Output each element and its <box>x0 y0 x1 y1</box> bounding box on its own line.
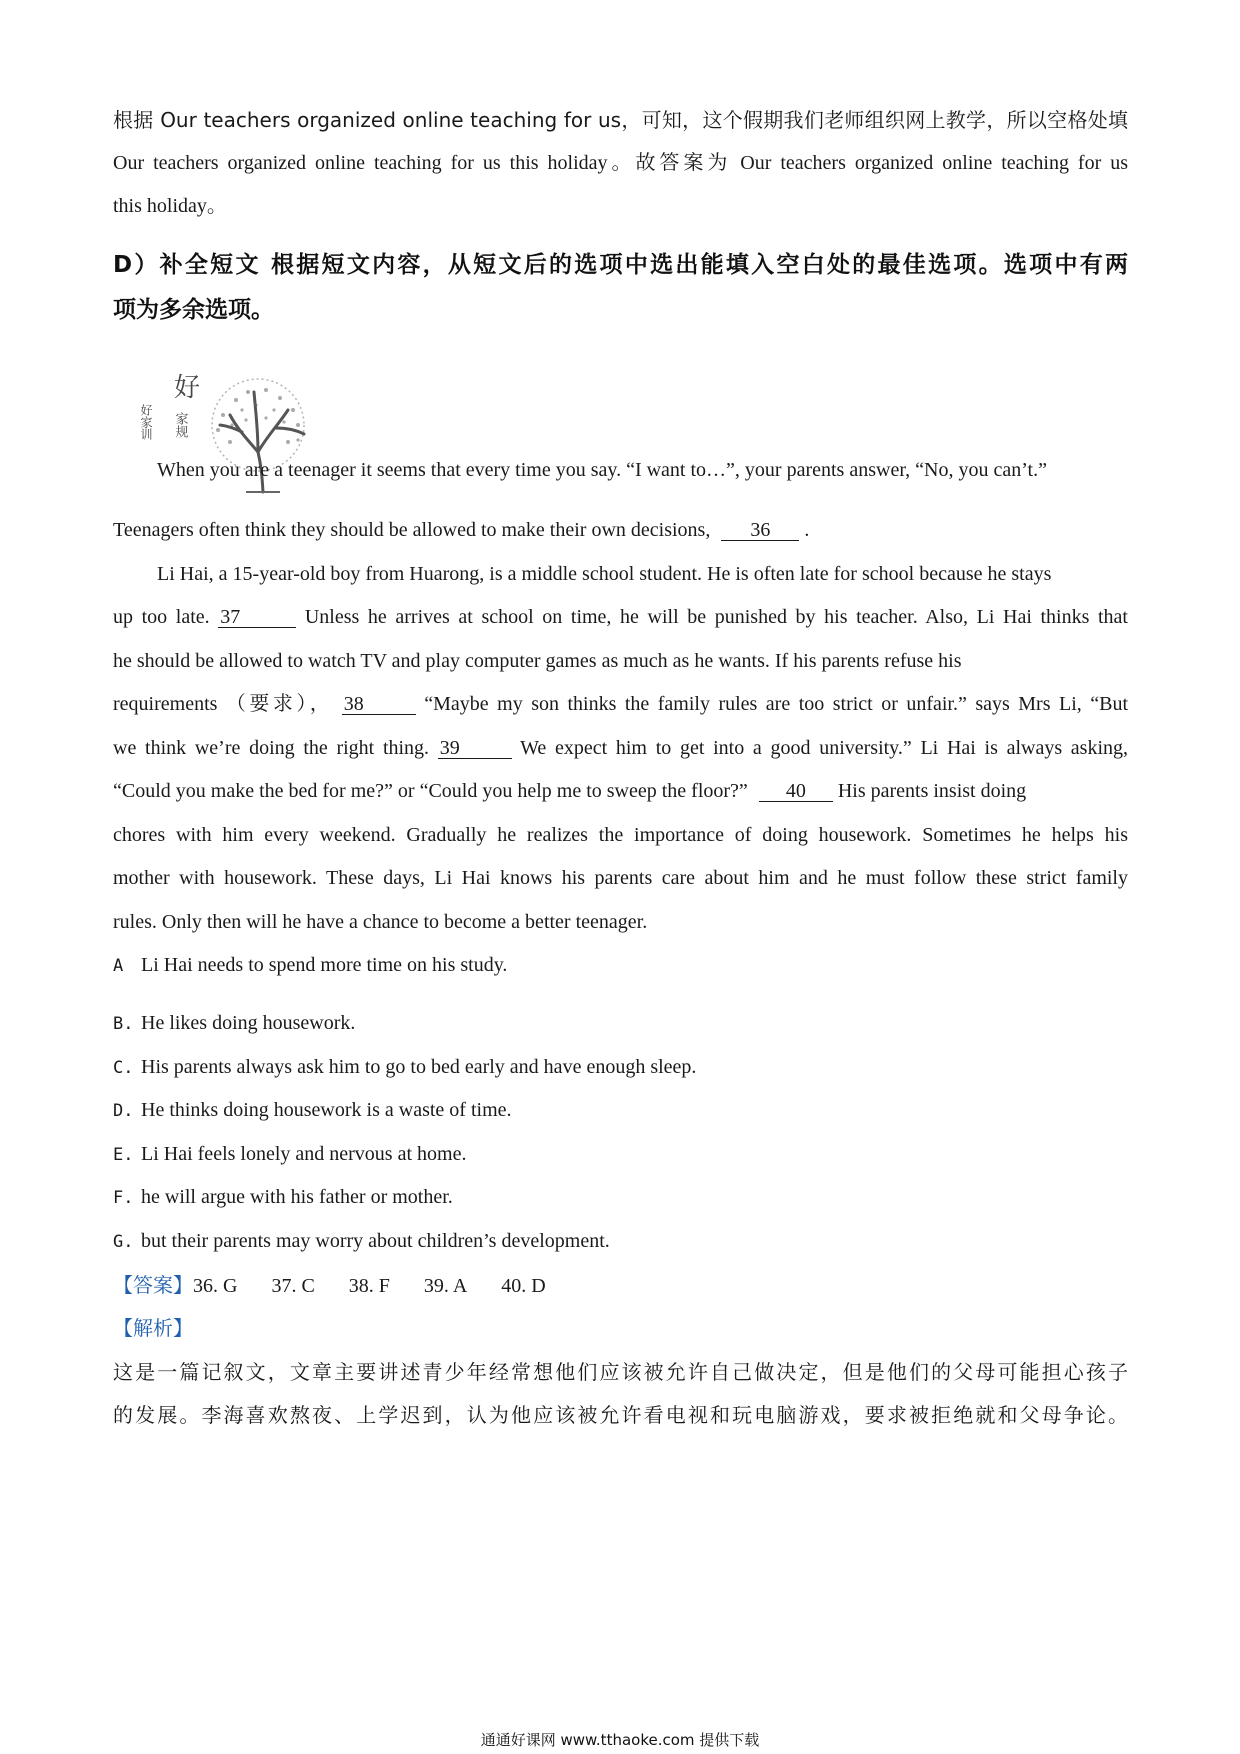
section-heading-line-1: D）补全短文 根据短文内容，从短文后的选项中选出能填入空白处的最佳选项。选项中有两 <box>113 252 1128 278</box>
section-heading-line-2: 项为多余选项。 <box>113 297 274 323</box>
option-letter: C. <box>113 1058 134 1078</box>
option-b <box>113 1010 1128 1037</box>
answer-tag: 【答案】 <box>113 1273 193 1297</box>
option-letter: A <box>113 956 124 976</box>
passage-line-11: rules. Only then will he have a chance to become a better teenager. <box>113 911 648 933</box>
answer-item: 37. C <box>271 1275 315 1297</box>
option-text: He thinks doing housework is a waste of time. <box>141 1099 512 1121</box>
option-a <box>113 952 1128 979</box>
passage-text: We expect him to get into a good university.” Li Hai is always asking, <box>520 737 1129 759</box>
calligraphy-char-3: 好家训 <box>139 404 153 440</box>
option-g <box>113 1228 1128 1255</box>
option-letter: F. <box>113 1188 134 1208</box>
passage-line-3: Li Hai, a 15-year-old boy from Huarong, is a middle school student. He is often late for school because he stays <box>157 563 1052 585</box>
intro-line-3: this holiday。 <box>113 195 227 217</box>
option-letter: D. <box>113 1101 134 1121</box>
passage-line-2 <box>113 517 1128 543</box>
calligraphy-char-2: 家规 <box>172 412 188 438</box>
option-text: He likes doing housework. <box>141 1012 356 1034</box>
option-text: but their parents may worry about children’s development. <box>141 1230 610 1252</box>
passage-text: we think we’re doing the right thing. <box>113 737 430 759</box>
passage-line-5: he should be allowed to watch TV and play computer games as much as he wants. If his parents refuse his <box>113 650 962 672</box>
passage-line-10: mother with housework. These days, Li Hai knows his parents care about him and he must follow these strict family <box>113 867 1128 889</box>
passage-text: requirements （要求）， <box>113 693 334 715</box>
passage-line-7 <box>113 735 1128 761</box>
answer-item: 36. G <box>193 1275 238 1297</box>
option-letter: E. <box>113 1145 134 1165</box>
passage-line-4 <box>113 604 1128 630</box>
answer-item: 40. D <box>501 1275 546 1297</box>
option-letter: B. <box>113 1014 134 1034</box>
passage-text: up too late. <box>113 606 210 628</box>
answer-row <box>113 1272 1128 1299</box>
analysis-line-1: 这是一篇记叙文，文章主要讲述青少年经常想他们应该被允许自己做决定，但是他们的父母可能担心孩子 <box>113 1360 1128 1384</box>
passage-text: “Could you make the bed for me?” or “Could you help me to sweep the floor?” <box>113 780 748 802</box>
option-f <box>113 1184 1128 1211</box>
option-c <box>113 1054 1128 1081</box>
option-letter: G. <box>113 1232 134 1252</box>
passage-line-9: chores with him every weekend. Gradually he realizes the importance of doing housework. Sometimes he helps his <box>113 824 1128 846</box>
blank-39: 39 <box>438 738 512 759</box>
passage-line-1: When you are a teenager it seems that every time you say. “I want to…”, your parents answer, “No, you can’t.” <box>157 459 1047 481</box>
option-text: His parents always ask him to go to bed early and have enough sleep. <box>141 1056 697 1078</box>
passage-text: Teenagers often think they should be allowed to make their own decisions, <box>113 519 711 541</box>
analysis-tag-row <box>113 1315 1128 1342</box>
analysis-line-2: 的发展。李海喜欢熬夜、上学迟到，认为他应该被允许看电视和玩电脑游戏，要求被拒绝就和父母争论。 <box>113 1403 1128 1427</box>
blank-40: 40 <box>759 781 833 802</box>
passage-line-6 <box>113 691 1128 717</box>
intro-line-1: 根据 Our teachers organized online teaching for us，可知，这个假期我们老师组织网上教学，所以空格处填 <box>113 108 1128 132</box>
passage-text: “Maybe my son thinks the family rules are too strict or unfair.” says Mrs Li, “But <box>424 693 1129 715</box>
option-d <box>113 1097 1128 1124</box>
blank-36: 36 <box>721 520 799 541</box>
page-footer: 通通好课网 www.tthaoke.com 提供下载 <box>480 1731 760 1749</box>
intro-line-2: Our teachers organized online teaching for us this holiday。故答案为 Our teachers organized online teaching for us <box>113 152 1128 174</box>
passage-text: . <box>804 519 810 541</box>
option-text: Li Hai needs to spend more time on his study. <box>141 954 508 976</box>
blank-38: 38 <box>342 694 416 715</box>
passage-text: Unless he arrives at school on time, he will be punished by his teacher. Also, Li Hai thinks that <box>304 606 1128 628</box>
passage-line-8 <box>113 778 1128 804</box>
calligraphy-char-1: 好 <box>174 373 201 403</box>
blank-37: 37 <box>218 607 296 628</box>
option-text: Li Hai feels lonely and nervous at home. <box>141 1143 467 1165</box>
option-text: he will argue with his father or mother. <box>141 1186 453 1208</box>
passage-text: His parents insist doing <box>837 780 1027 802</box>
option-e <box>113 1141 1128 1168</box>
analysis-tag: 【解析】 <box>113 1316 193 1340</box>
answer-item: 39. A <box>423 1275 468 1297</box>
answer-item: 38. F <box>348 1275 390 1297</box>
